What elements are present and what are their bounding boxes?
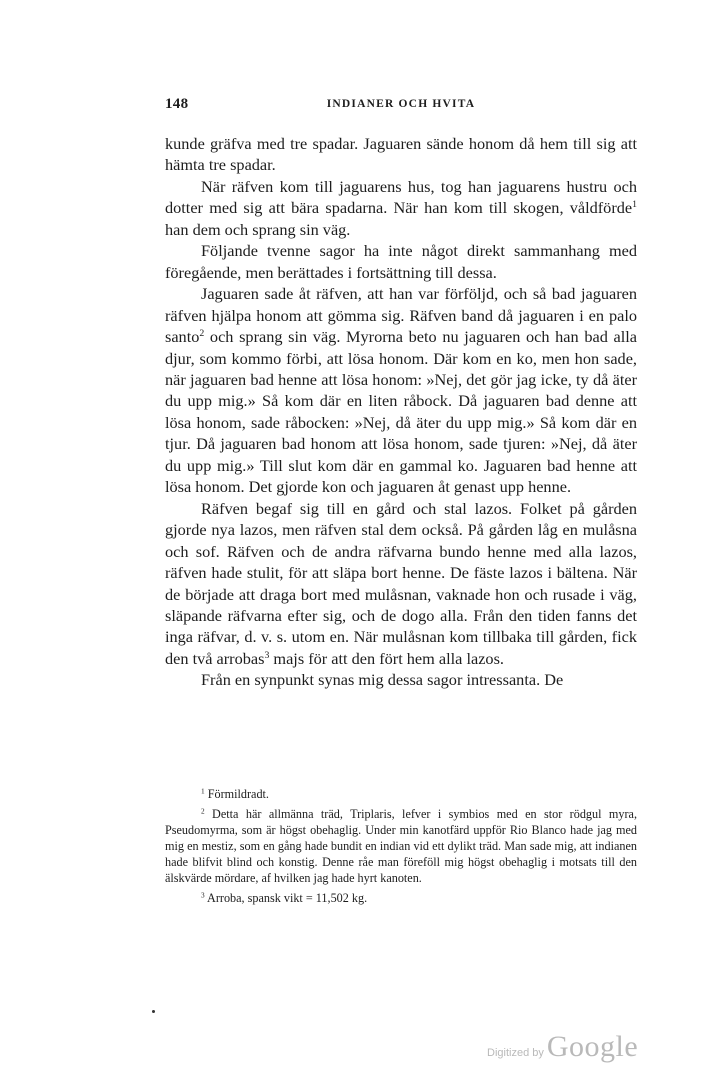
footnote-text: Arroba, spansk vikt = 11,502 kg. xyxy=(204,891,368,905)
paragraph-text: Räfven begaf sig till en gård och stal lazos. Folket på gården gjorde nya lazos, men räfven stal dem också. På gården låg en mulåsna och sof. Räfven och de andra räfvarna bundo henne med alla lazos, räfven hade stulit, för att släpa bort henne. De fäste lazos i bältena. När de började att draga bort med mulåsnan, vaknade hon och rusade i väg, släpande räfvarna efter sig, och de dogo alla. Från den tiden fanns det inga räfvar, d. v. s. utom en. När mulåsnan kom tillbaka till gården, fick den två arrobas xyxy=(165,498,637,668)
paragraph xyxy=(165,669,637,690)
footnote-text: Förmildradt. xyxy=(204,787,269,801)
paragraph-text: Från en synpunkt synas mig dessa sagor intressanta. De xyxy=(201,670,564,690)
paragraph xyxy=(165,283,637,498)
page-header xyxy=(165,96,637,116)
footnotes xyxy=(165,786,637,906)
paragraph-text: han dem och sprang sin väg. xyxy=(165,219,351,239)
page-number: 148 xyxy=(165,96,189,112)
footnote xyxy=(165,806,637,886)
footnote-text: Detta här allmänna träd, Triplaris, lefver i symbios med en stor rödgul myra, Pseudomyrma, som är högst obehaglig. Under min kanotfärd uppför Rio Blanco hade jag med mig en mestiz, som en gång hade bundit en indian vid ett dylikt träd. Man sade mig, att indianen hade blifvit blind och konstig. Denne råe man föreföll mig högst obehaglig i motsats till den älskvärde mördare, af hvilken jag hade hyrt kanoten. xyxy=(165,807,637,885)
footnote-mark: 3 xyxy=(201,890,205,900)
paragraph-text: majs för att den fört hem alla lazos. xyxy=(269,648,504,668)
watermark-prefix: Digitized by xyxy=(487,1047,544,1059)
google-logo: Google xyxy=(546,1030,639,1063)
paragraph xyxy=(165,498,637,670)
paragraph xyxy=(165,240,637,283)
footnote-ref: 3 xyxy=(264,650,270,662)
scan-speck xyxy=(152,1010,155,1013)
body-text xyxy=(165,133,637,691)
paragraph-text: Följande tvenne sagor ha inte något direkt sammanhang med föregående, men berättades i fortsättning till dessa. xyxy=(165,241,637,282)
footnote-mark: 1 xyxy=(201,786,205,796)
footnote-mark: 2 xyxy=(201,806,205,816)
footnote-ref: 1 xyxy=(632,199,637,211)
paragraph-text: och sprang sin väg. Myrorna beto nu jaguaren och han bad alla djur, som kommo förbi, att lösa honom. Där kom en ko, men hon sade, när jaguaren bad henne att lösa honom: »Nej, det gör jag icke, ty då äter du upp mig.» Så kom där en liten råbock. Då jaguaren bad denne att lösa honom, sade råbocken: »Nej, då äter du upp mig.» Så kom där en tjur. Då jaguaren bad honom att lösa honom, sade tjuren: »Nej, då äter du upp mig.» Till slut kom där en gammal ko. Jaguaren bad henne att lösa honom. Det gjorde kon och jaguaren åt genast upp henne. xyxy=(165,327,637,497)
footnote xyxy=(165,890,637,906)
paragraph-text: När räfven kom till jaguarens hus, tog han jaguarens hustru och dotter med sig att bära spadarna. När han kom till skogen, våldförde xyxy=(165,176,637,218)
paragraph-text: Jaguaren sade åt räfven, att han var förföljd, och så bad jaguaren räfven hjälpa honom att gömma sig. Räfven band då jaguaren i en palo santo xyxy=(165,284,637,347)
paragraph xyxy=(165,133,637,176)
footnote xyxy=(165,786,637,802)
paragraph-text: kunde gräfva med tre spadar. Jaguaren sände honom då hem till sig att hämta tre spadar. xyxy=(165,134,637,175)
running-head: INDIANER OCH HVITA xyxy=(326,98,476,110)
footnote-ref: 2 xyxy=(199,328,205,340)
paragraph xyxy=(165,176,637,240)
digitized-watermark xyxy=(487,1030,638,1064)
